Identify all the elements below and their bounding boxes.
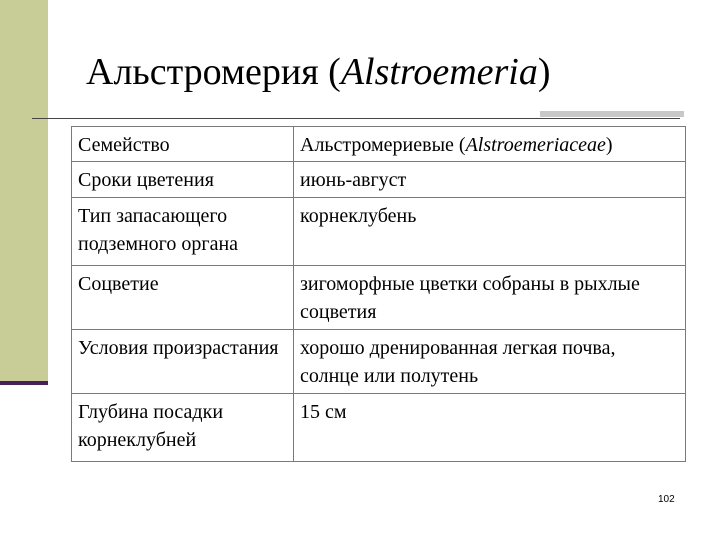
row-label: Глубина посадки корнеклубней — [72, 394, 294, 462]
title-rule-accent — [540, 111, 684, 117]
decorative-sidebar — [0, 0, 48, 382]
row-value: июнь-август — [294, 162, 686, 198]
row-value: зигоморфные цветки собраны в рыхлые соцветия — [294, 266, 686, 330]
row-label: Семейство — [72, 127, 294, 162]
title-rule — [32, 118, 680, 119]
page-number: 102 — [658, 494, 675, 505]
title-main-text: Альстромерия ( — [86, 51, 341, 93]
table-row — [72, 127, 686, 162]
row-value-prefix: Альстромериевые ( — [300, 134, 466, 156]
info-table — [71, 126, 686, 462]
row-value: корнеклубень — [294, 198, 686, 266]
table-row — [72, 162, 686, 198]
title-latin-text: Alstroemeria — [340, 51, 538, 93]
table-row — [72, 266, 686, 330]
row-value: хорошо дренированная легкая почва, солнце или полутень — [294, 330, 686, 394]
row-label: Сроки цветения — [72, 162, 294, 198]
row-value — [294, 127, 686, 162]
title-close-text: ) — [537, 51, 551, 93]
table-row — [72, 198, 686, 266]
slide-title — [86, 44, 551, 100]
row-label: Соцветие — [72, 266, 294, 330]
row-value: 15 см — [294, 394, 686, 462]
table-row — [72, 394, 686, 462]
row-value-latin: Alstroemeriaceae — [465, 134, 606, 156]
decorative-sidebar-accent — [0, 381, 48, 385]
table-row — [72, 330, 686, 394]
row-label: Тип запасающего подземного органа — [72, 198, 294, 266]
row-label: Условия произрастания — [72, 330, 294, 394]
row-value-suffix: ) — [605, 134, 613, 156]
